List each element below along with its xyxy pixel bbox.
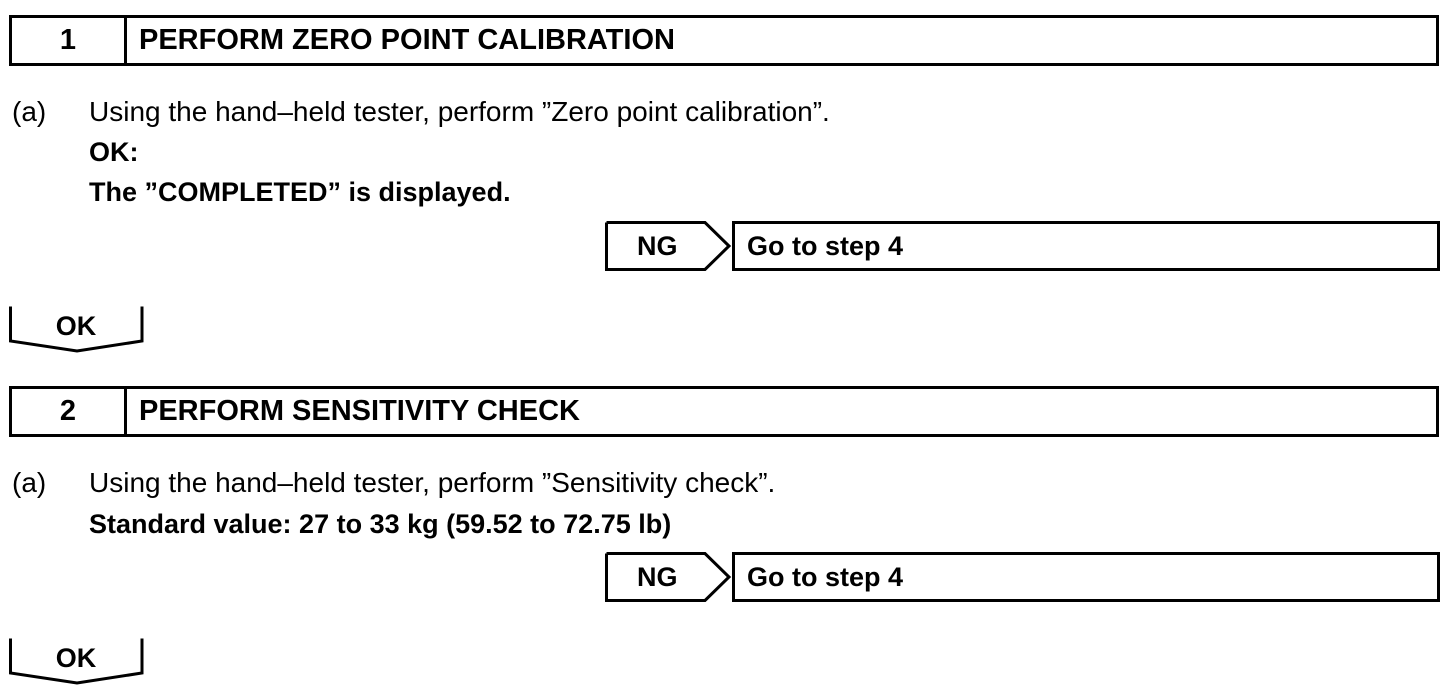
ng-branch [605,552,1440,602]
ok-criteria-text: The ”COMPLETED” is displayed. [89,177,511,207]
paragraph-letter: (a) [12,467,47,498]
ok-branch [9,305,147,355]
standard-value-text: Standard value: 27 to 33 kg (59.52 to 72.75 lb) [89,509,672,539]
paragraph-text: Using the hand–held tester, perform ”Zero point calibration”. [89,96,830,127]
ok-branch [9,637,147,687]
ok-label: OK [55,643,97,673]
step-title: PERFORM ZERO POINT CALIBRATION [139,24,675,56]
go-to-step-link[interactable]: Go to step 4 [732,221,1440,271]
step-1-header [9,15,1439,66]
ng-label: NG [637,562,678,592]
step-1-paragraph [0,92,1456,132]
go-to-step-link[interactable]: Go to step 4 [732,552,1440,602]
paragraph-text: Using the hand–held tester, perform ”Sensitivity check”. [89,467,776,498]
step-2-paragraph [0,463,1456,503]
ok-label: OK [55,311,97,341]
paragraph-letter: (a) [12,96,47,127]
step-title: PERFORM SENSITIVITY CHECK [139,395,580,427]
step-2-header [9,386,1439,437]
step-number: 1 [12,18,127,63]
ng-branch [605,221,1440,271]
ok-criteria-label: OK: [89,137,139,167]
ng-label: NG [637,231,678,261]
step-number: 2 [12,389,127,434]
